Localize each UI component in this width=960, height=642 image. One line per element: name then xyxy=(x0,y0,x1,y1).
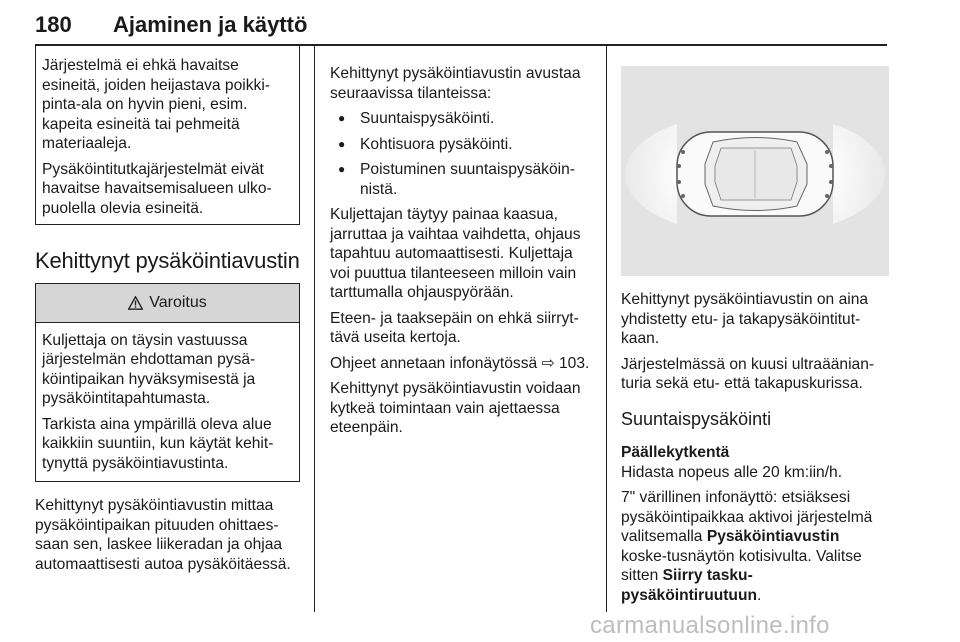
subsection-heading: Suuntaispysäköinti xyxy=(621,408,772,429)
chapter-title: Ajaminen ja käyttö xyxy=(113,12,308,37)
list-item: ● Kohtisuora pysäköinti. xyxy=(330,135,592,155)
bullet-list xyxy=(330,109,592,199)
body-paragraph: Eteen- ja taaksepäin on ehkä siirryt-tävä useita kertoja. xyxy=(330,309,579,346)
warning-header xyxy=(36,284,299,323)
note-paragraph: Pysäköintitutkajärjestelmät eivät havaitse havaitsemisalueen ulko-puolella olevia esineitä. xyxy=(42,160,272,217)
body-paragraph: Kehittynyt pysäköintiavustin voidaan kytkeä toimintaan vain ajettaessa eteenpäin. xyxy=(330,380,581,436)
menu-term: Pysäköintiavustin xyxy=(706,528,840,545)
body-paragraph: Kehittynyt pysäköintiavustin mittaa pysäköintipaikan pituuden ohittaes-saan sen, laskee liikeradan ja ohjaa automaattisesti autoa pysäköitäessä. xyxy=(35,497,291,573)
text-span: 7" värillinen infonäyttö: etsiäksesi pysäköintipaikkaa aktivoi järjestelmä valitsemalla xyxy=(621,489,873,545)
page-header xyxy=(35,8,887,46)
page-number: 180 xyxy=(35,12,72,37)
text-span: . xyxy=(757,586,762,604)
body-paragraph xyxy=(621,488,889,605)
note-box xyxy=(35,46,300,225)
car-sensor-illustration xyxy=(621,66,889,276)
warning-title: Varoitus xyxy=(149,293,207,311)
section-heading: Kehittynyt pysäköintiavustin xyxy=(35,248,300,273)
body-paragraph xyxy=(330,354,592,374)
body-paragraph: Kuljettajan täytyy painaa kaasua, jarruttaa ja vaihtaa vaihdetta, ohjaus tapahtuu automaattisesti. Kuljettaja voi puuttua tilanteeseen milloin vain tarttumalla ohjauspyörään. xyxy=(330,206,581,301)
page-ref[interactable]: 103. xyxy=(558,354,590,372)
body-paragraph: Kehittynyt pysäköintiavustin avustaa seuraavissa tilanteissa: xyxy=(330,65,581,102)
warning-triangle-icon xyxy=(128,296,143,310)
warning-paragraph: Kuljettaja on täysin vastuussa järjestelmän ehdottaman pysä-köintipaikan hyväksymisestä ja pysäköintitapahtumasta. xyxy=(42,331,256,407)
watermark: carmanualsonline.info xyxy=(590,612,830,639)
list-item: ● Poistuminen suuntaispysäköin-nistä. xyxy=(330,160,592,199)
body-paragraph: Kehittynyt pysäköintiavustin on aina yhdistetty etu- ja takapysäköintitut-kaan. xyxy=(621,291,869,347)
menu-term: Siirry tasku- pysäköintiruutuun xyxy=(621,567,758,604)
car-top-view-image xyxy=(621,66,889,276)
body-paragraph: Järjestelmässä on kuusi ultraäänian-turia sekä etu- että takapuskurissa. xyxy=(621,355,875,392)
text-span: koske-tusnäytön kotisivulta. Valitse sitten xyxy=(621,547,862,584)
column-left xyxy=(35,46,300,574)
column-divider xyxy=(314,46,315,612)
list-item: ● Suuntaispysäköinti. xyxy=(330,109,592,129)
note-paragraph: Järjestelmä ei ehkä havaitse esineitä, joiden heijastava poikki-pinta-ala on hyvin pieni, esim. kapeita esineitä tai pehmeitä materiaaleja. xyxy=(42,57,270,152)
column-divider xyxy=(606,46,607,612)
body-paragraph: Hidasta nopeus alle 20 km:iin/h. xyxy=(621,463,843,481)
page-ref-arrow-icon: ⇨ xyxy=(541,354,555,372)
warning-body xyxy=(36,323,299,482)
warning-paragraph: Tarkista aina ympärillä oleva alue kaikkiin suuntiin, kun käytät kehit-tynyttä pysäköintiavustinta. xyxy=(42,415,274,472)
column-middle xyxy=(330,64,592,438)
warning-box xyxy=(35,283,300,483)
label-heading: Päällekytkentä xyxy=(621,444,730,461)
ref-text: Ohjeet annetaan infonäytössä xyxy=(330,354,538,372)
column-right xyxy=(621,290,889,605)
